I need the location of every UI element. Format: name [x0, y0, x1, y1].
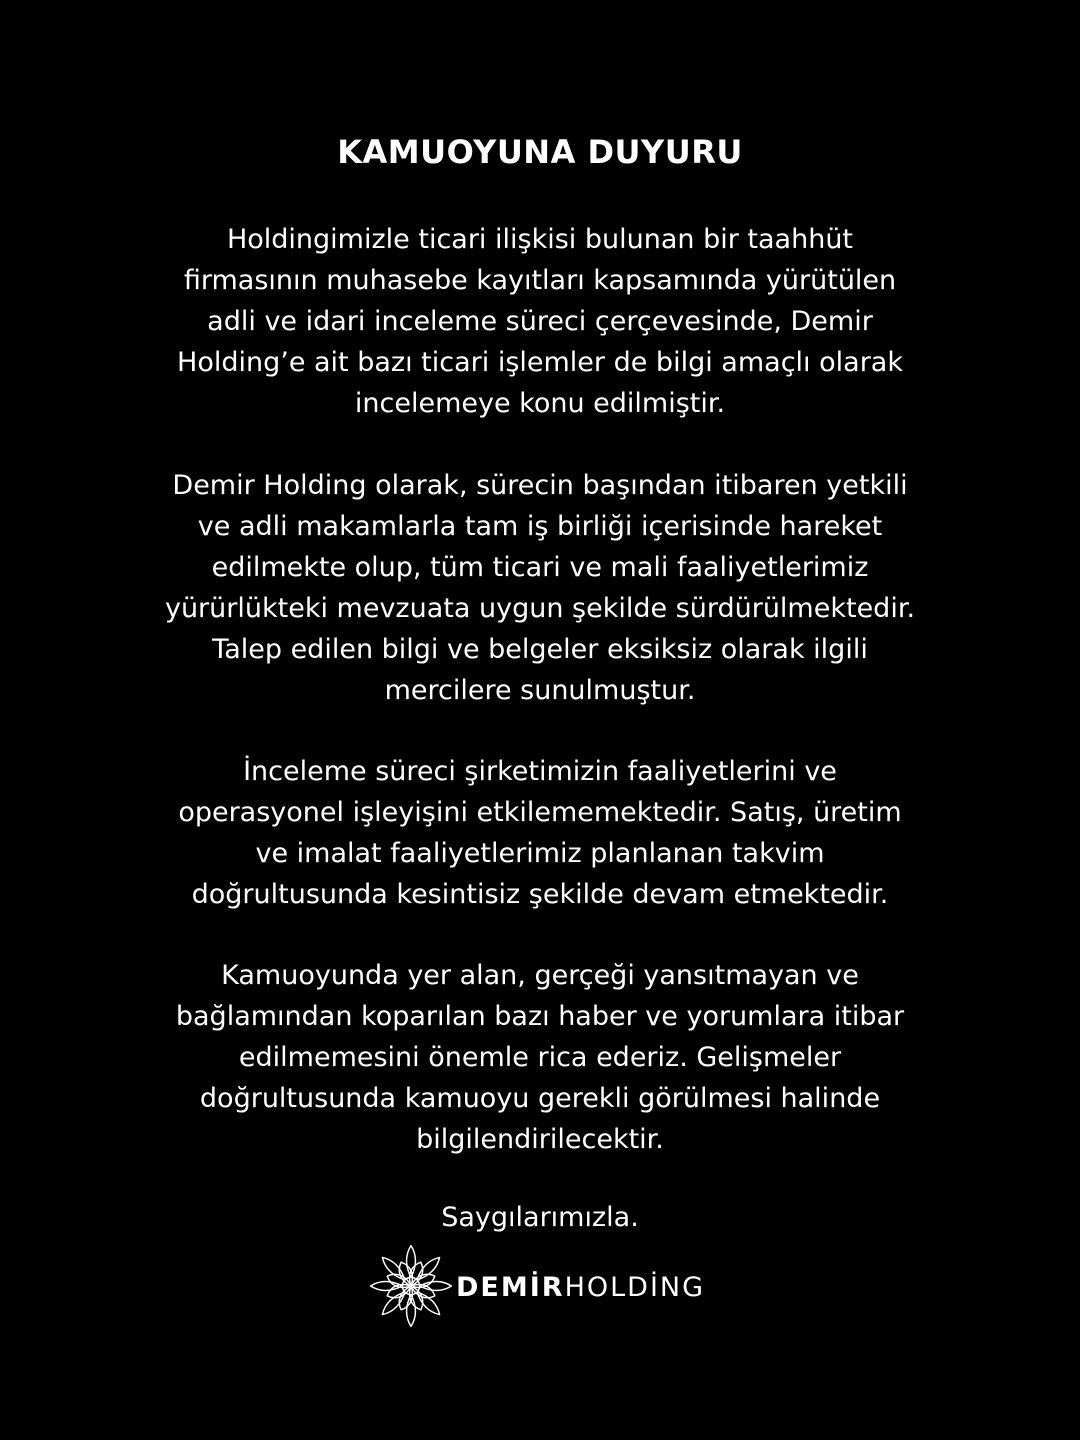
paragraph-line: Demir Holding olarak, sürecin başından itibaren yetkili: [172, 470, 908, 501]
paragraph-line: edilmekte olup, tüm ticari ve mali faaliyetlerimiz: [211, 552, 869, 583]
paragraph-3: [0, 751, 1080, 915]
announcement-title: KAMUOYUNA DUYURU: [337, 133, 743, 171]
paragraph-line: Holdingimizle ticari ilişkisi bulunan bir taahhüt: [226, 224, 854, 255]
paragraph-line: yürürlükteki mevzuata uygun şekilde sürdürülmektedir.: [164, 593, 916, 624]
paragraph-line: ve imalat faaliyetlerimiz planlanan takvim: [255, 838, 825, 869]
paragraph-line: doğrultusunda kamuoyu gerekli görülmesi halinde: [199, 1083, 881, 1114]
demir-holding-logo: [368, 1243, 708, 1331]
paragraph-line: operasyonel işleyişini etkilememektedir. Satış, üretim: [178, 797, 902, 828]
paragraph-4: [0, 955, 1080, 1160]
paragraph-line: doğrultusunda kesintisiz şekilde devam etmektedir.: [191, 879, 889, 910]
logo-text-regular: HOLDİNG: [564, 1272, 706, 1303]
paragraph-line: İnceleme süreci şirketimizin faaliyetlerini ve: [243, 756, 837, 787]
paragraph-line: Talep edilen bilgi ve belgeler eksiksiz olarak ilgili: [212, 634, 868, 665]
paragraph-2: [0, 465, 1080, 711]
logo-wordmark: [456, 1271, 705, 1305]
paragraph-line: ve adli makamlarla tam iş birliği içerisinde hareket: [197, 511, 883, 542]
paragraph-1: [0, 219, 1080, 424]
paragraph-line: adli ve idari inceleme süreci çerçevesinde, Demir: [207, 306, 873, 337]
logo-text-bold: DEMİR: [456, 1272, 565, 1303]
paragraph-line: firmasının muhasebe kayıtları kapsamında yürütülen: [183, 265, 897, 296]
paragraph-line: incelemeye konu edilmiştir.: [354, 388, 726, 419]
lotus-mandala-icon: [368, 1243, 454, 1329]
paragraph-line: Holding’e ait bazı ticari işlemler de bilgi amaçlı olarak: [177, 347, 903, 378]
closing-signoff: Saygılarımızla.: [441, 1202, 639, 1233]
paragraph-line: bağlamından koparılan bazı haber ve yorumlara itibar: [175, 1001, 905, 1032]
paragraph-line: mercilere sunulmuştur.: [384, 675, 696, 706]
paragraph-line: edilmemesini önemle rica ederiz. Gelişmeler: [238, 1042, 842, 1073]
paragraph-line: Kamuoyunda yer alan, gerçeği yansıtmayan ve: [221, 960, 859, 991]
paragraph-line: bilgilendirilecektir.: [416, 1124, 664, 1155]
